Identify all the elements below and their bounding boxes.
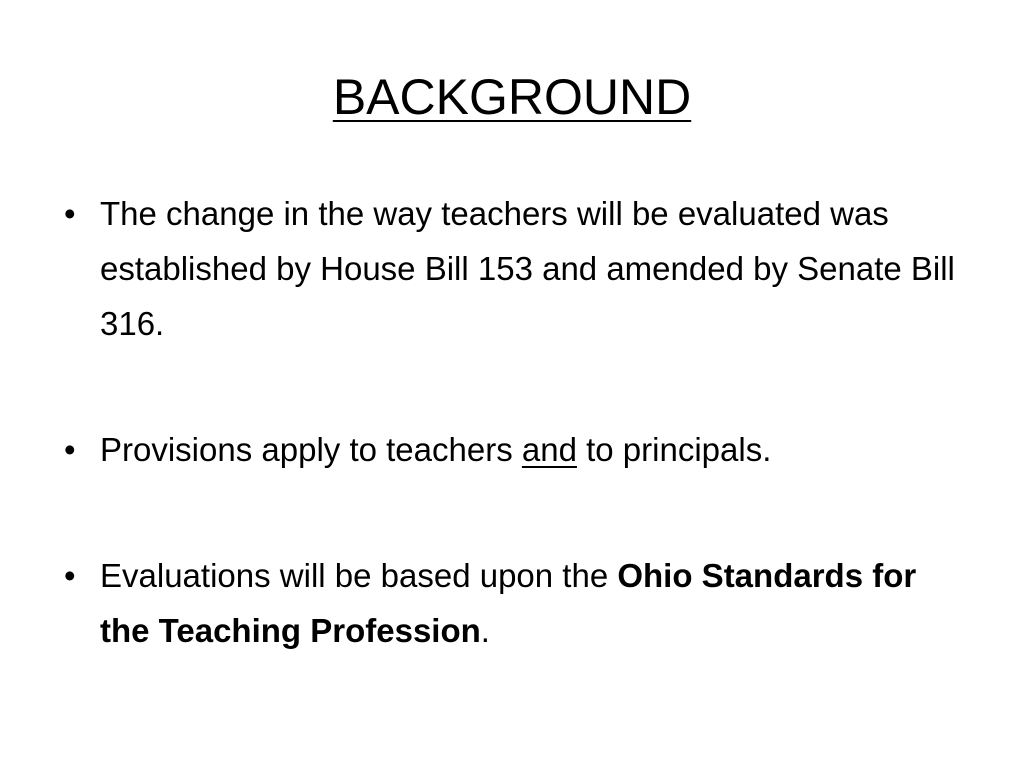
bullet-icon: • (64, 431, 76, 468)
bullet-text-before: Evaluations will be based upon the (100, 557, 618, 594)
bullet-item-1 (60, 186, 960, 351)
bullet-icon: • (64, 195, 76, 232)
bold-phrase: Ohio Standards for the Teaching Profession (100, 557, 917, 649)
slide-title: BACKGROUND (332, 69, 692, 125)
bullet-text-after: to principals. (576, 431, 772, 468)
bullet-text: The change in the way teachers will be evaluated was established by House Bill 153 and amended by Senate Bill 316. (100, 195, 955, 342)
bullet-item-3 (60, 548, 960, 658)
underlined-word: and (521, 431, 577, 468)
bullet-text-after: . (480, 612, 490, 649)
bullet-text-before: Provisions apply to teachers (100, 431, 522, 468)
bullet-icon: • (64, 557, 76, 594)
bullet-item-2 (60, 422, 960, 477)
bullet-list (60, 186, 960, 658)
